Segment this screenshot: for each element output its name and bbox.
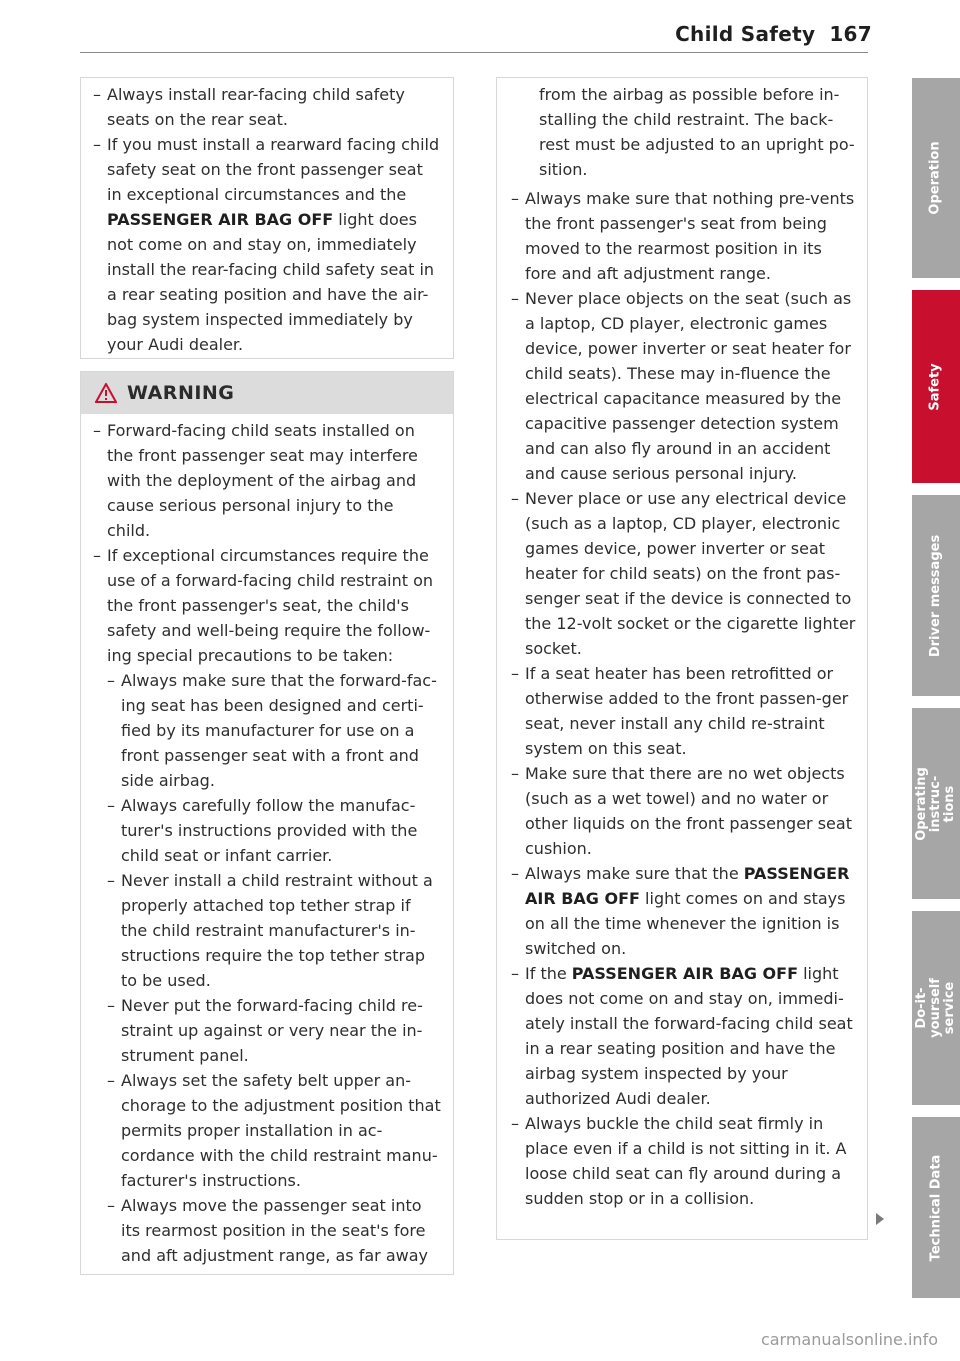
section-title: Child Safety <box>675 22 816 46</box>
tab-safety[interactable]: Safety <box>912 290 960 483</box>
sub-list-item: – Always make sure that the forward-fac-ing seat has been designed and certi-fied by its manufacturer for use on a front passenger seat with a front and side airbag. <box>107 671 437 790</box>
watermark: carmanualsonline.info <box>760 1330 938 1349</box>
list-item: – Always buckle the child seat firmly in place even if a child is not sitting in it. A loose child seat can fly around during a sudden stop or in a collision. <box>511 1114 847 1208</box>
page-header <box>675 22 872 46</box>
tab-technical-data[interactable]: Technical Data <box>912 1117 960 1298</box>
list-item: – Always make sure that nothing pre-vents the front passenger's seat from being moved to the rearmost position in its fore and aft adjustment range. <box>511 189 855 283</box>
sub-list-item: – Never install a child restraint without a properly attached top tether strap if the child restraint manufacturer's in-structions require the top tether strap to be used. <box>107 871 433 990</box>
warning-triangle-icon <box>95 383 117 403</box>
list-item: – If exceptional circumstances require the use of a forward-facing child restraint on the front passenger's seat, the child's safety and well-being require the follow-ing special precautions to be taken: – Always make sure that the forward-fac-ing seat has been designed and certi-fied by its manufacturer for use on a front passenger seat with a front and side airbag. – Always carefully follow the manufac-turer's instructions provided with the child seat or infant carrier. – Never install a child restraint without a properly attached top tether strap if the child restraint manufacturer's in-structions require the top tether strap to be used. – Never put the forward-facing child re-straint up against or very near the in-strument panel. – Always set the safety belt upper an-chorage to the adjustment position that permits proper installation in ac-cordance with the child restraint manu-facturer's instructions. – Always move the passenger seat into its rearmost position in the seat's fore and aft adjustment range, as far away <box>107 543 441 1268</box>
warning-heading <box>81 372 453 414</box>
list-item: – Forward-facing child seats installed on the front passenger seat may interfere with the deployment of the airbag and cause serious personal injury to the child. <box>93 421 418 540</box>
tab-do-it-yourself-service[interactable]: Do-it-yourself service <box>912 911 960 1105</box>
list-item: – If you must install a rearward facing child safety seat on the front passenger seat in exceptional circumstances and the PASSENGER AIR BAG OFF light does not come on and stay on, immediately install the rear-facing child safety seat in a rear seating position and have the air-bag system inspected immediately by your Audi dealer. <box>93 135 440 354</box>
sub-list-item: – Always set the safety belt upper an-chorage to the adjustment position that permits proper installation in ac-cordance with the child restraint manu-facturer's instructions. <box>107 1071 441 1190</box>
list-item: – Make sure that there are no wet objects (such as a wet towel) and no water or other liquids on the front passenger seat cushion. <box>511 764 852 858</box>
tab-operating-instructions[interactable]: Operating instruc-tions <box>912 708 960 899</box>
header-rule <box>80 52 868 53</box>
sub-list-item: – Never put the forward-facing child re-straint up against or very near the in-strument panel. <box>107 996 423 1065</box>
warning-continuation-box <box>496 77 868 1240</box>
sub-list-item: – Always carefully follow the manufac-turer's instructions provided with the child seat or infant carrier. <box>107 796 418 865</box>
list-item: – If a seat heater has been retrofitted or otherwise added to the front passen-ger seat, never install any child re-straint system on this seat. <box>511 664 849 758</box>
warning-label: WARNING <box>127 382 235 404</box>
list-item: – Never place or use any electrical device (such as a laptop, CD player, electronic games device, power inverter or seat heater for child seats) on the front pas-senger seat if the device is connected to the 12-volt socket or the cigarette lighter socket. <box>511 489 856 658</box>
list-item: – Never place objects on the seat (such as a laptop, CD player, electronic games device, power inverter or seat heater for child seats). These may in-fluence the electrical capacitance measured by the capacitive passenger detection system and can also fly around in an accident and cause serious personal injury. <box>511 289 852 483</box>
top-instruction-box <box>80 77 454 359</box>
list-item: – Always install rear-facing child safety seats on the rear seat. <box>93 85 405 129</box>
warning-box <box>80 371 454 1275</box>
continued-text: from the airbag as possible before in-stalling the child restraint. The back-rest must be adjusted to an upright po-sition. <box>539 85 855 179</box>
tab-operation[interactable]: Operation <box>912 78 960 278</box>
list-item: – Always make sure that the PASSENGER AIR BAG OFF light comes on and stays on all the time whenever the ignition is switched on. <box>511 864 850 958</box>
continue-arrow-icon <box>876 1213 884 1225</box>
page-number: 167 <box>829 22 872 46</box>
list-item: – If the PASSENGER AIR BAG OFF light does not come on and stay on, immedi-ately install the forward-facing child seat in a rear seating position and have the airbag system inspected by your authorized Audi dealer. <box>511 964 853 1108</box>
sub-list-item: – Always move the passenger seat into its rearmost position in the seat's fore and aft adjustment range, as far away <box>107 1196 428 1265</box>
tab-driver-messages[interactable]: Driver messages <box>912 495 960 696</box>
